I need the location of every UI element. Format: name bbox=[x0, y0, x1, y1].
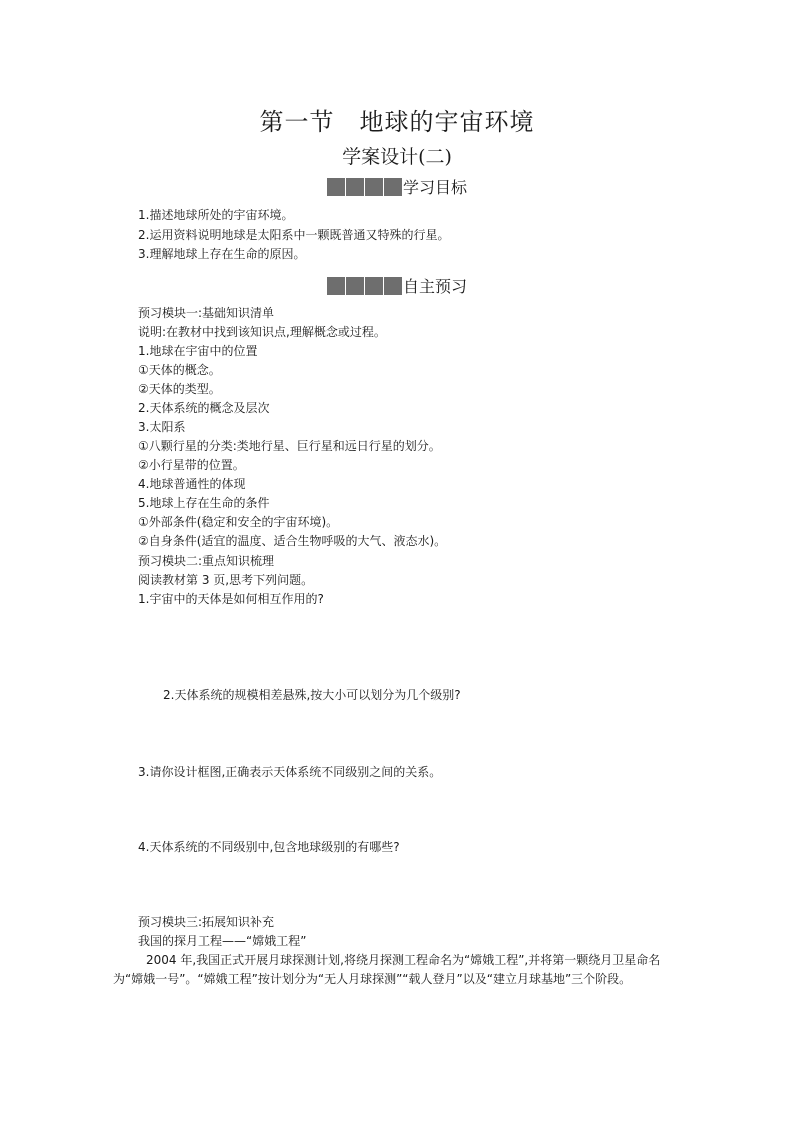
list-item: ①外部条件(稳定和安全的宇宙环境)。 bbox=[138, 515, 339, 529]
question-item: 1.宇宙中的天体是如何相互作用的? bbox=[138, 592, 324, 606]
objectives-header bbox=[0, 175, 794, 198]
heading-decoration bbox=[327, 277, 403, 295]
list-item: 3.太阳系 bbox=[138, 420, 186, 434]
preview-heading: 自主预习 bbox=[402, 277, 467, 296]
list-item: 5.地球上存在生命的条件 bbox=[138, 496, 270, 510]
objective-item: 2.运用资料说明地球是太阳系中一颗既普通又特殊的行星。 bbox=[138, 228, 450, 242]
heading-decoration bbox=[327, 178, 403, 196]
question-item: 4.天体系统的不同级别中,包含地球级别的有哪些? bbox=[138, 840, 400, 854]
page-subtitle: 学案设计(二) bbox=[342, 146, 452, 168]
objective-item: 1.描述地球所处的宇宙环境。 bbox=[138, 208, 294, 222]
preview-header bbox=[0, 274, 794, 297]
module-title: 预习模块二:重点知识梳理 bbox=[138, 554, 275, 568]
page-title: 第一节 地球的宇宙环境 bbox=[259, 108, 535, 136]
question-item: 2.天体系统的规模相差悬殊,按大小可以划分为几个级别? bbox=[163, 688, 461, 702]
question-item: 3.请你设计框图,正确表示天体系统不同级别之间的关系。 bbox=[138, 765, 442, 779]
objectives-heading: 学习目标 bbox=[402, 178, 467, 197]
module-subtitle: 我国的探月工程——“嫦娥工程” bbox=[138, 934, 307, 948]
list-item: 2.天体系统的概念及层次 bbox=[138, 401, 270, 415]
list-item: ②自身条件(适宜的温度、适合生物呼吸的大气、液态水)。 bbox=[138, 534, 447, 548]
list-item: ①八颗行星的分类:类地行星、巨行星和远日行星的划分。 bbox=[138, 439, 441, 453]
list-item: ②小行星带的位置。 bbox=[138, 458, 245, 472]
list-item: 1.地球在宇宙中的位置 bbox=[138, 344, 258, 358]
list-item: ①天体的概念。 bbox=[138, 363, 221, 377]
module-note: 说明:在教材中找到该知识点,理解概念或过程。 bbox=[138, 325, 386, 339]
list-item: ②天体的类型。 bbox=[138, 382, 221, 396]
objective-item: 3.理解地球上存在生命的原因。 bbox=[138, 247, 306, 261]
list-item: 4.地球普通性的体现 bbox=[138, 477, 246, 491]
module-note: 阅读教材第 3 页,思考下列问题。 bbox=[138, 573, 314, 587]
module-title: 预习模块三:拓展知识补充 bbox=[138, 915, 275, 929]
module-title: 预习模块一:基础知识清单 bbox=[138, 306, 275, 320]
paragraph: 2004 年,我国正式开展月球探测计划,将绕月探测工程命名为“嫦娥工程”,并将第一颗绕月卫星命名为“嫦娥一号”。“嫦娥工程”按计划分为“无人月球探测”“载人登月”以及“建立月球基地”三个阶段。 bbox=[113, 953, 661, 986]
